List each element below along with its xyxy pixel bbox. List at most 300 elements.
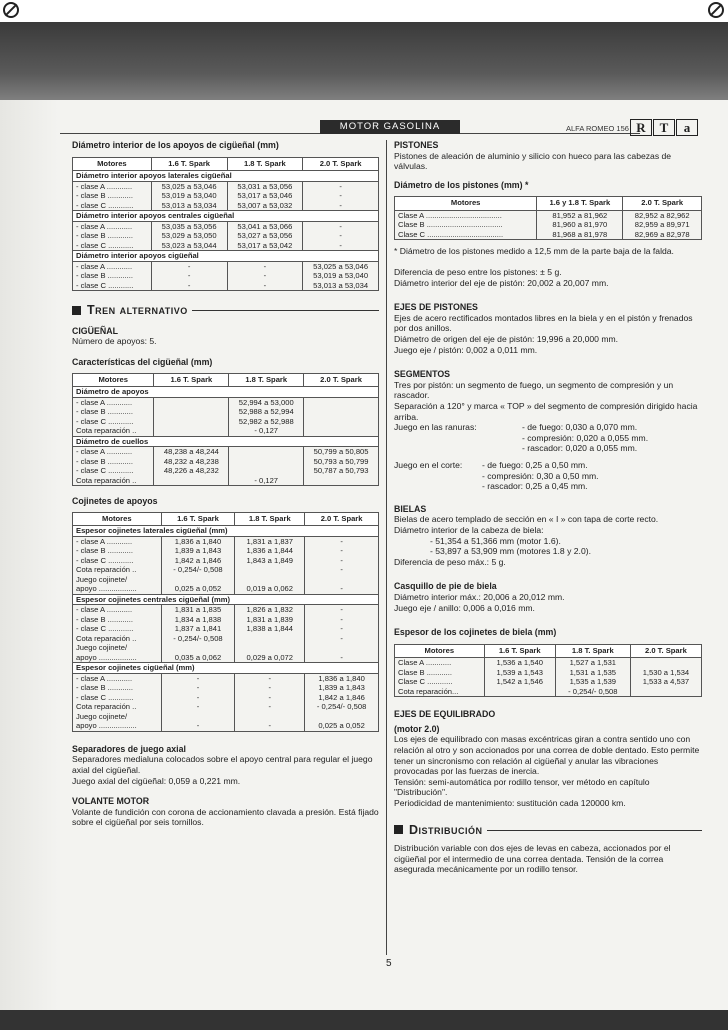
table-cell: Juego cojinete/ [73, 712, 162, 722]
table-header-row [395, 197, 702, 211]
scan-top-band [0, 22, 728, 108]
table-row [73, 673, 379, 683]
table-cell: - [235, 693, 305, 703]
table-cell: - clase A ............ [73, 261, 152, 271]
table-row [73, 536, 379, 546]
pist-title: PISTONES [394, 140, 439, 150]
table-cell: 1,836 a 1,840 [305, 673, 379, 683]
table-cell: - clase C ............ [73, 693, 162, 703]
table-cell [154, 397, 229, 407]
vol-text: Volante de fundición con corona de accionamiento clavada a presión. Está fijado sobre el cigüeñal por seis tornillos. [72, 806, 379, 828]
table-row [73, 683, 379, 693]
table-cell [229, 466, 304, 476]
table-row [73, 575, 379, 585]
cig-title: CIGÜEÑAL [72, 325, 118, 336]
table-row [395, 230, 702, 240]
dist-text: Distribución variable con dos ejes de levas en cabeza, accionados por el cigüeñal por el intermedio de una correa dentada. Tensión de la correa asegurada mecánicamente por un rodillo tensor. [394, 843, 671, 875]
table-cell: 53,013 a 53,034 [151, 201, 227, 211]
table-cell: - [305, 605, 379, 615]
table-cell [235, 643, 305, 653]
table-cell [154, 476, 229, 486]
table-cell: Clase A .................................... [395, 210, 537, 220]
table-cell: 52,982 a 52,988 [229, 417, 304, 427]
table-cell: 52,988 a 52,994 [229, 407, 304, 417]
table-cell: - clase A ............ [73, 221, 152, 231]
table-cell: - [227, 271, 303, 281]
table-cell: 53,031 a 53,056 [227, 181, 303, 191]
table-cell: 1,842 a 1,846 [305, 693, 379, 703]
table-row [395, 687, 702, 697]
seg-cor-values [482, 460, 599, 492]
seg-text2: Separación a 120° y marca « TOP » del segmento de compresión dirigido hacia arriba. [394, 401, 698, 422]
table-cell: 1,842 a 1,846 [161, 556, 235, 566]
seg-cor-item: - compresión: 0,30 a 0,50 mm. [482, 470, 599, 481]
column-header: 1.6 T. Spark [484, 644, 555, 658]
table-row [395, 677, 702, 687]
table-section-row [73, 436, 379, 447]
table-row [73, 447, 379, 457]
table-cell: - clase C ............ [73, 466, 154, 476]
table-cell: - [303, 191, 379, 201]
table-cojinetes-biela [394, 644, 702, 698]
column-header: Motores [395, 644, 485, 658]
seg-ran-values [522, 422, 648, 454]
table-row [73, 407, 379, 417]
table-cell: - [305, 536, 379, 546]
table-cell: 53,017 a 53,042 [227, 241, 303, 251]
section-label: Diámetro interior apoyos centrales cigüeñal [73, 211, 379, 222]
table-cell: - clase B ............ [73, 271, 152, 281]
section-label: Diámetro interior apoyos laterales cigüeñal [73, 171, 379, 182]
table-cell: - clase A ............ [73, 673, 162, 683]
table-cell: - [235, 702, 305, 712]
table-cell: 1,834 a 1,838 [161, 615, 235, 625]
table-cell: - clase B ............ [73, 683, 162, 693]
column-header: Motores [73, 157, 152, 171]
table-cell: 0,029 a 0,072 [235, 653, 305, 663]
table-row [73, 397, 379, 407]
table-cell: apoyo .................. [73, 653, 162, 663]
table3-title: Cojinetes de apoyos [72, 496, 158, 507]
bie-title: BIELAS [394, 503, 427, 514]
left-column [72, 140, 379, 828]
table-cell: Cota reparación .. [73, 476, 154, 486]
table-row [395, 668, 702, 678]
table-row [73, 221, 379, 231]
seg-cor-item: - de fuego: 0,25 a 0,50 mm. [482, 459, 588, 470]
table-row [73, 721, 379, 731]
table-cell: 1,837 a 1,841 [161, 624, 235, 634]
vol-title: VOLANTE MOTOR [72, 796, 150, 807]
table-cell: 1,839 a 1,843 [305, 683, 379, 693]
table-cell [305, 575, 379, 585]
ejes-l3: Juego eje / pistón: 0,002 a 0,011 mm. [394, 344, 538, 355]
table-row [73, 201, 379, 211]
table-row [73, 634, 379, 644]
table-cell [484, 687, 555, 697]
section-header: MOTOR GASOLINA [320, 120, 460, 134]
cas-l2: Juego eje / anillo: 0,006 a 0,016 mm. [394, 602, 535, 613]
table-cell: - [303, 201, 379, 211]
table-pistones [394, 196, 702, 240]
table-cell: 81,952 a 81,962 [537, 210, 623, 220]
table-cell: 53,017 a 53,046 [227, 191, 303, 201]
seg-ran-item: - compresión: 0,020 a 0,055 mm. [522, 432, 649, 443]
logo-letter: T [653, 119, 675, 136]
table-cell: 48,226 a 48,232 [154, 466, 229, 476]
table-cell [630, 687, 701, 697]
table-cell: 0,025 a 0,052 [305, 721, 379, 731]
table-cell: - [235, 683, 305, 693]
table-cell: - clase B ............ [73, 615, 162, 625]
table-cell: 1,838 a 1,844 [235, 624, 305, 634]
table-cell: - clase B ............ [73, 407, 154, 417]
table-cell: 1,542 a 1,546 [484, 677, 555, 687]
table-cell: 1,533 a 4,537 [630, 677, 701, 687]
table-cell: - [305, 624, 379, 634]
table-row [73, 261, 379, 271]
sep-text2: Juego axial del cigüeñal: 0,059 a 0,221 mm. [72, 775, 241, 786]
square-bullet-icon [394, 825, 403, 834]
table-cell: 1,530 a 1,534 [630, 668, 701, 678]
table-row [73, 426, 379, 436]
table2-title: Características del cigüeñal (mm) [72, 356, 213, 367]
column-header: 1.8 T. Spark [555, 644, 630, 658]
table-cell: - 0,254/- 0,508 [161, 565, 235, 575]
seg-cor-item: - rascador: 0,25 a 0,45 mm. [482, 481, 588, 492]
table-cell: - clase B ............ [73, 191, 152, 201]
table-cell: - [161, 702, 235, 712]
table-cell: 52,994 a 53,000 [229, 397, 304, 407]
table-row [73, 712, 379, 722]
dist-heading: Distribución [394, 825, 702, 836]
table-row [73, 556, 379, 566]
equ-l3: Periodicidad de mantenimiento: sustitución cada 120000 km. [394, 798, 626, 809]
section-label: Diámetro de cuellos [73, 436, 379, 447]
table-cell: - clase B ............ [73, 457, 154, 467]
table-cell: 50,787 a 50,793 [304, 466, 379, 476]
table-header-row [73, 373, 379, 387]
table-row [73, 231, 379, 241]
table-cell: - 0,127 [229, 426, 304, 436]
table-cell [305, 643, 379, 653]
column-header: 2.0 T. Spark [303, 157, 379, 171]
table-row [73, 241, 379, 251]
tren-heading: Tren alternativo [72, 305, 379, 316]
table-cell [304, 426, 379, 436]
table-cell: 53,013 a 53,034 [303, 281, 379, 291]
cas-title: Casquillo de pie de biela [394, 581, 497, 592]
column-header: 1.6 T. Spark [151, 157, 227, 171]
table-cell: 53,035 a 53,056 [151, 221, 227, 231]
table-section-row [73, 251, 379, 262]
table-cell [235, 575, 305, 585]
seg-title: SEGMENTOS [394, 369, 451, 380]
table-cell: - clase B ............ [73, 231, 152, 241]
section-label: Espesor cojinetes laterales cigüeñal (mm) [73, 526, 379, 537]
table-row [395, 658, 702, 668]
table-row [395, 220, 702, 230]
column-header: 1.6 y 1.8 T. Spark [537, 197, 623, 211]
table-cell: 1,836 a 1,844 [235, 546, 305, 556]
ejes-l2: Diámetro de origen del eje de pistón: 19,996 a 20,000 mm. [394, 334, 619, 345]
table-cell: 1,826 a 1,832 [235, 605, 305, 615]
table-row [73, 271, 379, 281]
table-cell: - [227, 261, 303, 271]
table-cell: - [305, 556, 379, 566]
ejes-title: EJES DE PISTONES [394, 302, 478, 313]
seg-ran-item: - de fuego: 0,030 a 0,070 mm. [522, 422, 638, 433]
table-row [73, 457, 379, 467]
table-cell [304, 397, 379, 407]
column-header: 1.6 T. Spark [161, 512, 235, 526]
table-cell: - [303, 231, 379, 241]
table-cell [305, 712, 379, 722]
column-header: Motores [73, 512, 162, 526]
table-row [73, 605, 379, 615]
table-row [73, 624, 379, 634]
table-cell: Cota reparación .. [73, 634, 162, 644]
bie-l5: Diferencia de peso máx.: 5 g. [394, 556, 506, 567]
table-cell: apoyo .................. [73, 584, 162, 594]
table-cell: - clase C ............ [73, 201, 152, 211]
column-header: Motores [73, 373, 154, 387]
table-row [395, 210, 702, 220]
section-label: Espesor cojinetes centrales cigüeñal (mm) [73, 594, 379, 605]
table4-title: Diámetro de los pistones (mm) * [394, 179, 529, 190]
table-cell: - [303, 181, 379, 191]
table-cell: 1,539 a 1,543 [484, 668, 555, 678]
table-cell: 1,831 a 1,839 [235, 615, 305, 625]
seg-ran-label: Juego en las ranuras: [394, 422, 477, 433]
table-cell: 1,527 a 1,531 [555, 658, 630, 668]
table-cell: 0,019 a 0,062 [235, 584, 305, 594]
table-cell: - [305, 653, 379, 663]
table-cell: 1,843 a 1,849 [235, 556, 305, 566]
table-cell: 53,019 a 53,040 [151, 191, 227, 201]
table-cell: Clase B .................................... [395, 220, 537, 230]
table-cell [630, 658, 701, 668]
table-cell: 82,952 a 82,962 [623, 210, 702, 220]
table-section-row [73, 594, 379, 605]
table-row [73, 565, 379, 575]
right-column [394, 140, 702, 875]
table-cell: - [161, 721, 235, 731]
sep-text: Separadores medialuna colocados sobre el apoyo central para regular el juego axial del cigüeñal. [72, 754, 373, 776]
bie-l4: - 53,897 a 53,909 mm (motores 1.8 y 2.0). [430, 546, 591, 557]
ejes-text: Ejes de acero rectificados montados libres en la biela y en el pistón y frenados por dos anillos. [394, 312, 693, 334]
table-cell: - clase C ............ [73, 624, 162, 634]
table-cell: 48,232 a 48,238 [154, 457, 229, 467]
table-cell: 81,968 a 81,978 [537, 230, 623, 240]
scan-bottom-band [0, 1010, 728, 1030]
seg-ran-item: - rascador: 0,020 a 0,055 mm. [522, 443, 638, 454]
table-cell: 53,025 a 53,046 [303, 261, 379, 271]
table-cell: Clase B ............ [395, 668, 485, 678]
column-header: 1.6 T. Spark [154, 373, 229, 387]
table-cell: 50,793 a 50,799 [304, 457, 379, 467]
table-diametro-apoyos [72, 157, 379, 292]
table-row [73, 476, 379, 486]
table-cell: - [303, 241, 379, 251]
registration-mark-icon [708, 2, 724, 18]
table-cell: - clase A ............ [73, 397, 154, 407]
table-cell: - [305, 546, 379, 556]
seg-corte [394, 460, 702, 492]
table-cell [154, 426, 229, 436]
table-cell: - clase A ............ [73, 181, 152, 191]
table-cell: 82,959 a 89,971 [623, 220, 702, 230]
table5-title: Espesor de los cojinetes de biela (mm) [394, 627, 557, 638]
table-cell [304, 407, 379, 417]
table-cell: Cota reparación... [395, 687, 485, 697]
table-cell: - [161, 693, 235, 703]
table-cell [154, 407, 229, 417]
pist-eje: Diámetro interior del eje de pistón: 20,002 a 20,007 mm. [394, 277, 609, 288]
table-section-row [73, 663, 379, 674]
table-cell: 53,029 a 53,050 [151, 231, 227, 241]
pist-text: Pistones de aleación de aluminio y silicio con hueco para las cabezas de válvulas. [394, 150, 672, 172]
bie-l2: Diámetro interior de la cabeza de biela: [394, 524, 544, 535]
table-cell: Juego cojinete/ [73, 575, 162, 585]
table-cell: - 0,254/- 0,508 [161, 634, 235, 644]
table-cell: 1,831 a 1,835 [161, 605, 235, 615]
pist-note: * Diámetro de los pistones medido a 12,5 mm de la parte baja de la falda. [394, 246, 674, 257]
table-cell: 82,969 a 82,978 [623, 230, 702, 240]
column-divider [386, 140, 387, 955]
section-label: Espesor cojinetes cigüeñal (mm) [73, 663, 379, 674]
table-row [73, 546, 379, 556]
table-row [73, 417, 379, 427]
page-gutter [0, 100, 58, 1015]
column-header: 2.0 T. Spark [305, 512, 379, 526]
table-cell: - clase B ............ [73, 546, 162, 556]
table-cell: 53,027 a 53,056 [227, 231, 303, 241]
table1-title: Diámetro interior de los apoyos de cigüeñal (mm) [72, 140, 279, 150]
table-cell: - clase A ............ [73, 605, 162, 615]
table-cell [154, 417, 229, 427]
table-section-row [73, 387, 379, 398]
column-header: 1.8 T. Spark [229, 373, 304, 387]
table-cell: 81,960 a 81,970 [537, 220, 623, 230]
square-bullet-icon [72, 306, 81, 315]
table-cell: - clase C ............ [73, 241, 152, 251]
table-row [73, 466, 379, 476]
table-cell: - [305, 634, 379, 644]
table-row [73, 702, 379, 712]
table-cell: - [235, 673, 305, 683]
table-cell: 53,007 a 53,032 [227, 201, 303, 211]
table-row [73, 281, 379, 291]
bie-l3: - 51,354 a 51,366 mm (motor 1.6). [430, 535, 561, 546]
column-header: 2.0 T. Spark [630, 644, 701, 658]
table-cell: Cota reparación .. [73, 565, 162, 575]
table-cell: - [151, 261, 227, 271]
table-cell: Cota reparación .. [73, 702, 162, 712]
table-cell [235, 565, 305, 575]
seg-text: Tres por pistón: un segmento de fuego, un segmento de compresión y un rascador. [394, 379, 674, 401]
table-cell: 53,041 a 53,066 [227, 221, 303, 231]
table-cell: 53,025 a 53,046 [151, 181, 227, 191]
table-section-row [73, 526, 379, 537]
equ-text: Los ejes de equilibrado con masas excéntricas giran a contra sentido uno con relación al otro y son accionados por una correa de doble dentado. Esto permite tener un sincronismo con relación al cigüeñal y anular las vibraciones provocadas por las fuerzas de inercia. [394, 734, 700, 777]
table-cell [235, 712, 305, 722]
equ-sub: (motor 2.0) [394, 723, 440, 734]
table-cell: 1,831 a 1,837 [235, 536, 305, 546]
table-cell: - clase C ............ [73, 556, 162, 566]
table-cell: - [305, 565, 379, 575]
table-row [73, 653, 379, 663]
seg-ranuras [394, 422, 702, 454]
column-header: 1.8 T. Spark [235, 512, 305, 526]
table-cell: - 0,254/- 0,508 [555, 687, 630, 697]
table-cell: 1,836 a 1,840 [161, 536, 235, 546]
sep-title: Separadores de juego axial [72, 743, 186, 754]
table-cell: - [305, 584, 379, 594]
equ-l2: Tensión: semi-automática por rodillo tensor, ver método en capítulo "Distribución". [394, 776, 650, 798]
table-cell: Clase A ............ [395, 658, 485, 668]
table-cell [161, 712, 235, 722]
table-cell: - clase A ............ [73, 536, 162, 546]
table-row [73, 615, 379, 625]
column-header: Motores [395, 197, 537, 211]
table-cell: 53,023 a 53,044 [151, 241, 227, 251]
table-cell [235, 634, 305, 644]
table-cojinetes [72, 512, 379, 732]
table-cell: - clase A ............ [73, 447, 154, 457]
table-cell: Clase C ............ [395, 677, 485, 687]
table-cell: - 0,127 [229, 476, 304, 486]
table-cell: 0,035 a 0,062 [161, 653, 235, 663]
table-header-row [395, 644, 702, 658]
page-number: 5 [386, 958, 392, 969]
table-cell [161, 575, 235, 585]
seg-cor-label: Juego en el corte: [394, 459, 463, 470]
table-cell: - [161, 673, 235, 683]
table-cell: 50,799 a 50,805 [304, 447, 379, 457]
table-cell: apoyo .................. [73, 721, 162, 731]
table-cell: 1,535 a 1,539 [555, 677, 630, 687]
logo-letter: a [676, 119, 698, 136]
pist-peso: Diferencia de peso entre los pistones: ± 5 g. [394, 267, 562, 278]
table-cell: Clase C .................................... [395, 230, 537, 240]
table-row [73, 643, 379, 653]
table-cell [161, 643, 235, 653]
table-cell [304, 476, 379, 486]
table-row [73, 693, 379, 703]
logo-letter: R [630, 119, 652, 136]
table-cell [229, 447, 304, 457]
table-cell: 53,019 a 53,040 [303, 271, 379, 281]
table-cell: - 0,254/- 0,508 [305, 702, 379, 712]
column-header: 2.0 T. Spark [623, 197, 702, 211]
table-cell: Juego cojinete/ [73, 643, 162, 653]
table-cell: - [151, 271, 227, 281]
section-label: Diámetro interior apoyos cigüeñal [73, 251, 379, 262]
table-cell: 1,531 a 1,535 [555, 668, 630, 678]
table-row [73, 584, 379, 594]
brand-label: ALFA ROMEO 156 [566, 124, 629, 133]
table-section-row [73, 171, 379, 182]
table-header-row [73, 157, 379, 171]
table-cell: - clase C ............ [73, 417, 154, 427]
table-section-row [73, 211, 379, 222]
table-cell: - [303, 221, 379, 231]
table-cell: - clase C ............ [73, 281, 152, 291]
registration-mark-icon [3, 2, 19, 18]
table-cell: - [305, 615, 379, 625]
table-row [73, 181, 379, 191]
